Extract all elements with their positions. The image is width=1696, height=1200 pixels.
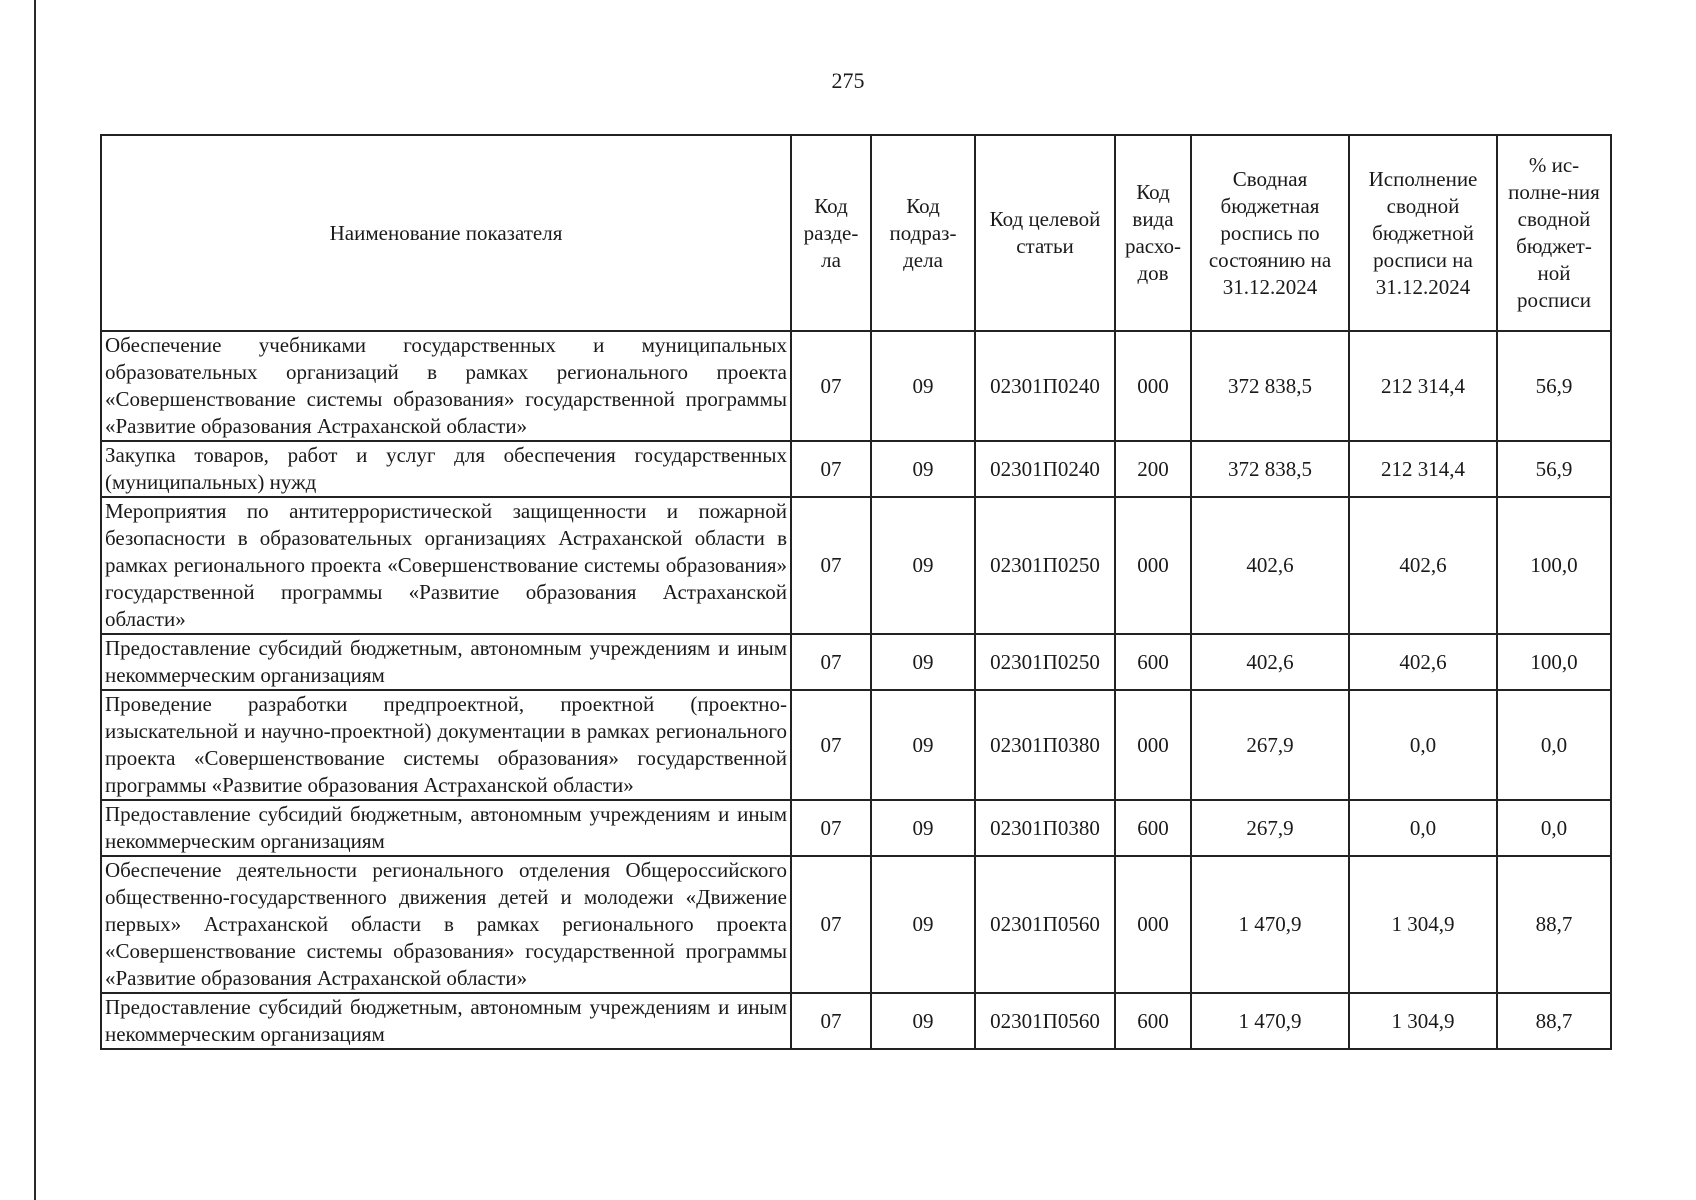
row-expense: 000	[1115, 331, 1191, 441]
header-fact: Исполнение сводной бюджетной росписи на 31.12.2024	[1349, 135, 1497, 331]
row-name: Предоставление субсидий бюджетным, автономным учреждениям и иным некоммерческим организациям	[101, 800, 791, 856]
row-fact: 402,6	[1349, 634, 1497, 690]
row-percent: 88,7	[1497, 993, 1611, 1049]
row-plan: 402,6	[1191, 634, 1349, 690]
row-fact: 402,6	[1349, 497, 1497, 634]
row-fact: 212 314,4	[1349, 331, 1497, 441]
row-subsection: 09	[871, 497, 975, 634]
row-plan: 372 838,5	[1191, 441, 1349, 497]
header-plan: Сводная бюджетная роспись по состоянию на 31.12.2024	[1191, 135, 1349, 331]
table-row	[101, 856, 1611, 993]
header-section-code: Код разде-ла	[791, 135, 871, 331]
row-name: Предоставление субсидий бюджетным, автономным учреждениям и иным некоммерческим организациям	[101, 634, 791, 690]
table-row	[101, 441, 1611, 497]
row-expense: 600	[1115, 800, 1191, 856]
row-target: 02301П0240	[975, 441, 1115, 497]
row-name: Обеспечение учебниками государственных и муниципальных образовательных организаций в рамках регионального проекта «Совершенствование системы образования» государственной программы «Развитие образования Астраханской области»	[101, 331, 791, 441]
row-percent: 88,7	[1497, 856, 1611, 993]
table-row	[101, 331, 1611, 441]
table-row	[101, 634, 1611, 690]
row-fact: 0,0	[1349, 800, 1497, 856]
row-subsection: 09	[871, 800, 975, 856]
row-percent: 56,9	[1497, 331, 1611, 441]
row-percent: 100,0	[1497, 497, 1611, 634]
row-expense: 600	[1115, 993, 1191, 1049]
table-row	[101, 690, 1611, 800]
header-subsection-code: Код подраз-дела	[871, 135, 975, 331]
header-expense-code: Код вида расхо-дов	[1115, 135, 1191, 331]
row-percent: 0,0	[1497, 690, 1611, 800]
binding-line	[34, 0, 36, 1200]
row-subsection: 09	[871, 331, 975, 441]
row-section: 07	[791, 800, 871, 856]
row-expense: 000	[1115, 690, 1191, 800]
row-plan: 372 838,5	[1191, 331, 1349, 441]
row-subsection: 09	[871, 441, 975, 497]
row-name: Закупка товаров, работ и услуг для обеспечения государственных (муниципальных) нужд	[101, 441, 791, 497]
row-section: 07	[791, 497, 871, 634]
row-percent: 56,9	[1497, 441, 1611, 497]
page-number: 275	[831, 68, 865, 93]
row-subsection: 09	[871, 634, 975, 690]
row-target: 02301П0560	[975, 856, 1115, 993]
budget-table	[100, 134, 1612, 1050]
row-plan: 1 470,9	[1191, 856, 1349, 993]
row-name: Проведение разработки предпроектной, проектной (проектно-изыскательной и научно-проектной) документации в рамках регионального проекта «Совершенствование системы образования» государственной программы «Развитие образования Астраханской области»	[101, 690, 791, 800]
row-section: 07	[791, 993, 871, 1049]
row-plan: 402,6	[1191, 497, 1349, 634]
header-name: Наименование показателя	[101, 135, 791, 331]
row-name: Обеспечение деятельности регионального отделения Общероссийского общественно-государственного движения детей и молодежи «Движение первых» Астраханской области в рамках регионального проекта «Совершенствование системы образования» государственной программы «Развитие образования Астраханской области»	[101, 856, 791, 993]
row-subsection: 09	[871, 856, 975, 993]
row-expense: 000	[1115, 497, 1191, 634]
table-row	[101, 497, 1611, 634]
row-name: Предоставление субсидий бюджетным, автономным учреждениям и иным некоммерческим организациям	[101, 993, 791, 1049]
row-fact: 212 314,4	[1349, 441, 1497, 497]
row-subsection: 09	[871, 993, 975, 1049]
row-target: 02301П0250	[975, 634, 1115, 690]
row-expense: 000	[1115, 856, 1191, 993]
row-target: 02301П0380	[975, 690, 1115, 800]
row-name: Мероприятия по антитеррористической защищенности и пожарной безопасности в образовательных организациях Астраханской области в рамках регионального проекта «Совершенствование системы образования» государственной программы «Развитие образования Астраханской области»	[101, 497, 791, 634]
table-row	[101, 993, 1611, 1049]
row-percent: 100,0	[1497, 634, 1611, 690]
row-section: 07	[791, 634, 871, 690]
row-section: 07	[791, 856, 871, 993]
row-fact: 0,0	[1349, 690, 1497, 800]
header-target-code: Код целевой статьи	[975, 135, 1115, 331]
row-fact: 1 304,9	[1349, 856, 1497, 993]
row-fact: 1 304,9	[1349, 993, 1497, 1049]
row-section: 07	[791, 690, 871, 800]
row-expense: 200	[1115, 441, 1191, 497]
row-target: 02301П0240	[975, 331, 1115, 441]
row-plan: 1 470,9	[1191, 993, 1349, 1049]
row-plan: 267,9	[1191, 690, 1349, 800]
row-target: 02301П0250	[975, 497, 1115, 634]
row-percent: 0,0	[1497, 800, 1611, 856]
row-target: 02301П0380	[975, 800, 1115, 856]
row-section: 07	[791, 441, 871, 497]
row-target: 02301П0560	[975, 993, 1115, 1049]
row-plan: 267,9	[1191, 800, 1349, 856]
row-section: 07	[791, 331, 871, 441]
row-subsection: 09	[871, 690, 975, 800]
table-row	[101, 800, 1611, 856]
table-header-row	[101, 135, 1611, 331]
row-expense: 600	[1115, 634, 1191, 690]
header-percent: % ис-полне-ния сводной бюджет-ной росписи	[1497, 135, 1611, 331]
